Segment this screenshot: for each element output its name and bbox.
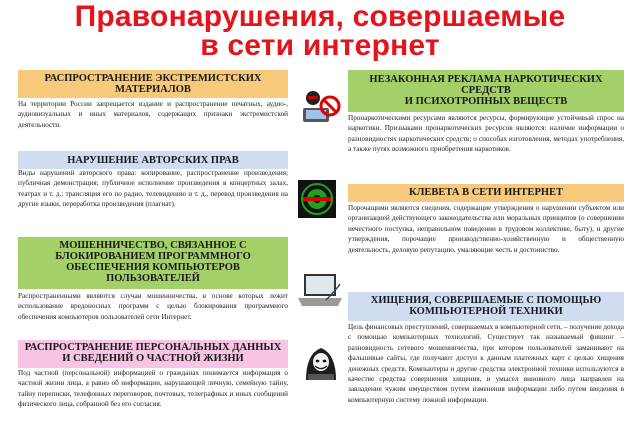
section-defamation-title: КЛЕВЕТА В СЕТИ ИНТЕРНЕТ bbox=[408, 187, 564, 198]
section-theft-title: ХИЩЕНИЯ, СОВЕРШАЕМЫЕ С ПОМОЩЬЮ КОМПЬЮТЕРНОЙ ТЕХНИКИ bbox=[370, 295, 602, 317]
laptop-icon bbox=[296, 270, 344, 310]
section-fraud-text: Распространенными являются случаи мошенничества, в основе которых лежит использование вредоносных программ с целью блокирования программного обеспечения компьютеров пользователей сети Интернет. bbox=[18, 292, 288, 321]
section-drugs-text: Пронаркотическими ресурсами являются ресурсы, формирующие устойчивый спрос на наркотики. Признаками пронаркотических ресурсов являются: наличие информации о разновидностях наркотических средств; о способах изготовления, методах употребления, а также путях возможного приобретения наркотиков. bbox=[348, 114, 624, 154]
hacker-stop-icon bbox=[297, 86, 341, 126]
section-fraud-heading bbox=[18, 237, 288, 289]
poster-title-line1: Правонарушения, совершаемые bbox=[74, 0, 566, 33]
section-defamation-heading bbox=[348, 184, 624, 202]
section-defamation-text: Порочащими являются сведения, содержащие утверждения о нарушении субъектом или организацией действующего законодательства или моральных принципов (о совершении нечестного поступка, неправильном поведении в трудовом коллективе, быту), и другие утверждения, порочащие производственно-хозяйственную и общественную деятельность, деловую репутацию, умаляющие честь и достоинство. bbox=[348, 204, 624, 254]
section-extremism-text: На территории России запрещается издание и распространение печатных, аудио-, аудиовизуальных и иных материалов, содержащих признаки экстремистской деятельности. bbox=[18, 100, 288, 129]
section-personal-data-heading bbox=[18, 340, 288, 368]
section-personal-data-text: Под частной (персональной) информацией о гражданах понимается информация о частной жизни лица, а равно об информации, нарушающей личную, семейную тайну, тайну переписки, телефонных переговоров, почтовых, телеграфных и иных сообщений физического лица, собранной без его согласия. bbox=[18, 369, 288, 409]
section-extremism-title: РАСПРОСТРАНЕНИЕ ЭКСТРЕМИСТСКИХ МАТЕРИАЛОВ bbox=[44, 73, 262, 95]
section-drugs-title-line2: И ПСИХОТРОПНЫХ ВЕЩЕСТВ bbox=[404, 96, 568, 107]
section-copyright-title: НАРУШЕНИЕ АВТОРСКИХ ПРАВ bbox=[67, 155, 239, 166]
section-drugs-title-line1: НЕЗАКОННАЯ РЕКЛАМА НАРКОТИЧЕСКИХ СРЕДСТВ bbox=[369, 74, 603, 96]
poster-title bbox=[0, 2, 640, 60]
section-theft-heading bbox=[348, 292, 624, 321]
section-fraud-title: МОШЕННИЧЕСТВО, СВЯЗАННОЕ С БЛОКИРОВАНИЕМ ПРОГРАММНОГО ОБЕСПЕЧЕНИЯ КОМПЬЮТЕРОВ ПОЛЬЗОВАТЕЛЕЙ bbox=[55, 240, 251, 284]
section-personal-data-title: РАСПРОСТРАНЕНИЕ ПЕРСОНАЛЬНЫХ ДАННЫХ И СВЕДЕНИЙ О ЧАСТНОЙ ЖИЗНИ bbox=[24, 342, 282, 364]
section-theft-text: Цель финансовых преступлений, совершаемых в компьютерной сети, – получение дохода с помощью компьютерных технологий. Существует так называемый фишинг – разновидность сетевого мошенничества, при котором пользователей заманивают на фальшивые сайты, где получают доступ к данным платежных карт с целью хищения денежных средств. Компьютеры и другие средства электронной техники используются в качестве средства совершения хищения, и умысел виновного лица направлен на завладение чужим имуществом путем изменения информации либо путем введения в компьютерную систему ложной информации. bbox=[348, 323, 624, 404]
section-extremism-heading bbox=[18, 70, 288, 98]
section-copyright-heading bbox=[18, 151, 288, 169]
hooded-hacker-icon bbox=[300, 342, 342, 382]
section-drugs-heading bbox=[348, 70, 624, 112]
piracy-badge-icon bbox=[297, 179, 337, 219]
section-copyright-text: Виды нарушений авторского права: копирование, распространение произведения; публичная демонстрация; публичное исполнение произведения в концертных залах, театрах и т. д.; трансляция его по радио, телевидению и т. д., перевод произведения на другие языки, переработка произведения (плагиат). bbox=[18, 169, 288, 209]
poster-title-line2: в сети интернет bbox=[200, 29, 440, 62]
